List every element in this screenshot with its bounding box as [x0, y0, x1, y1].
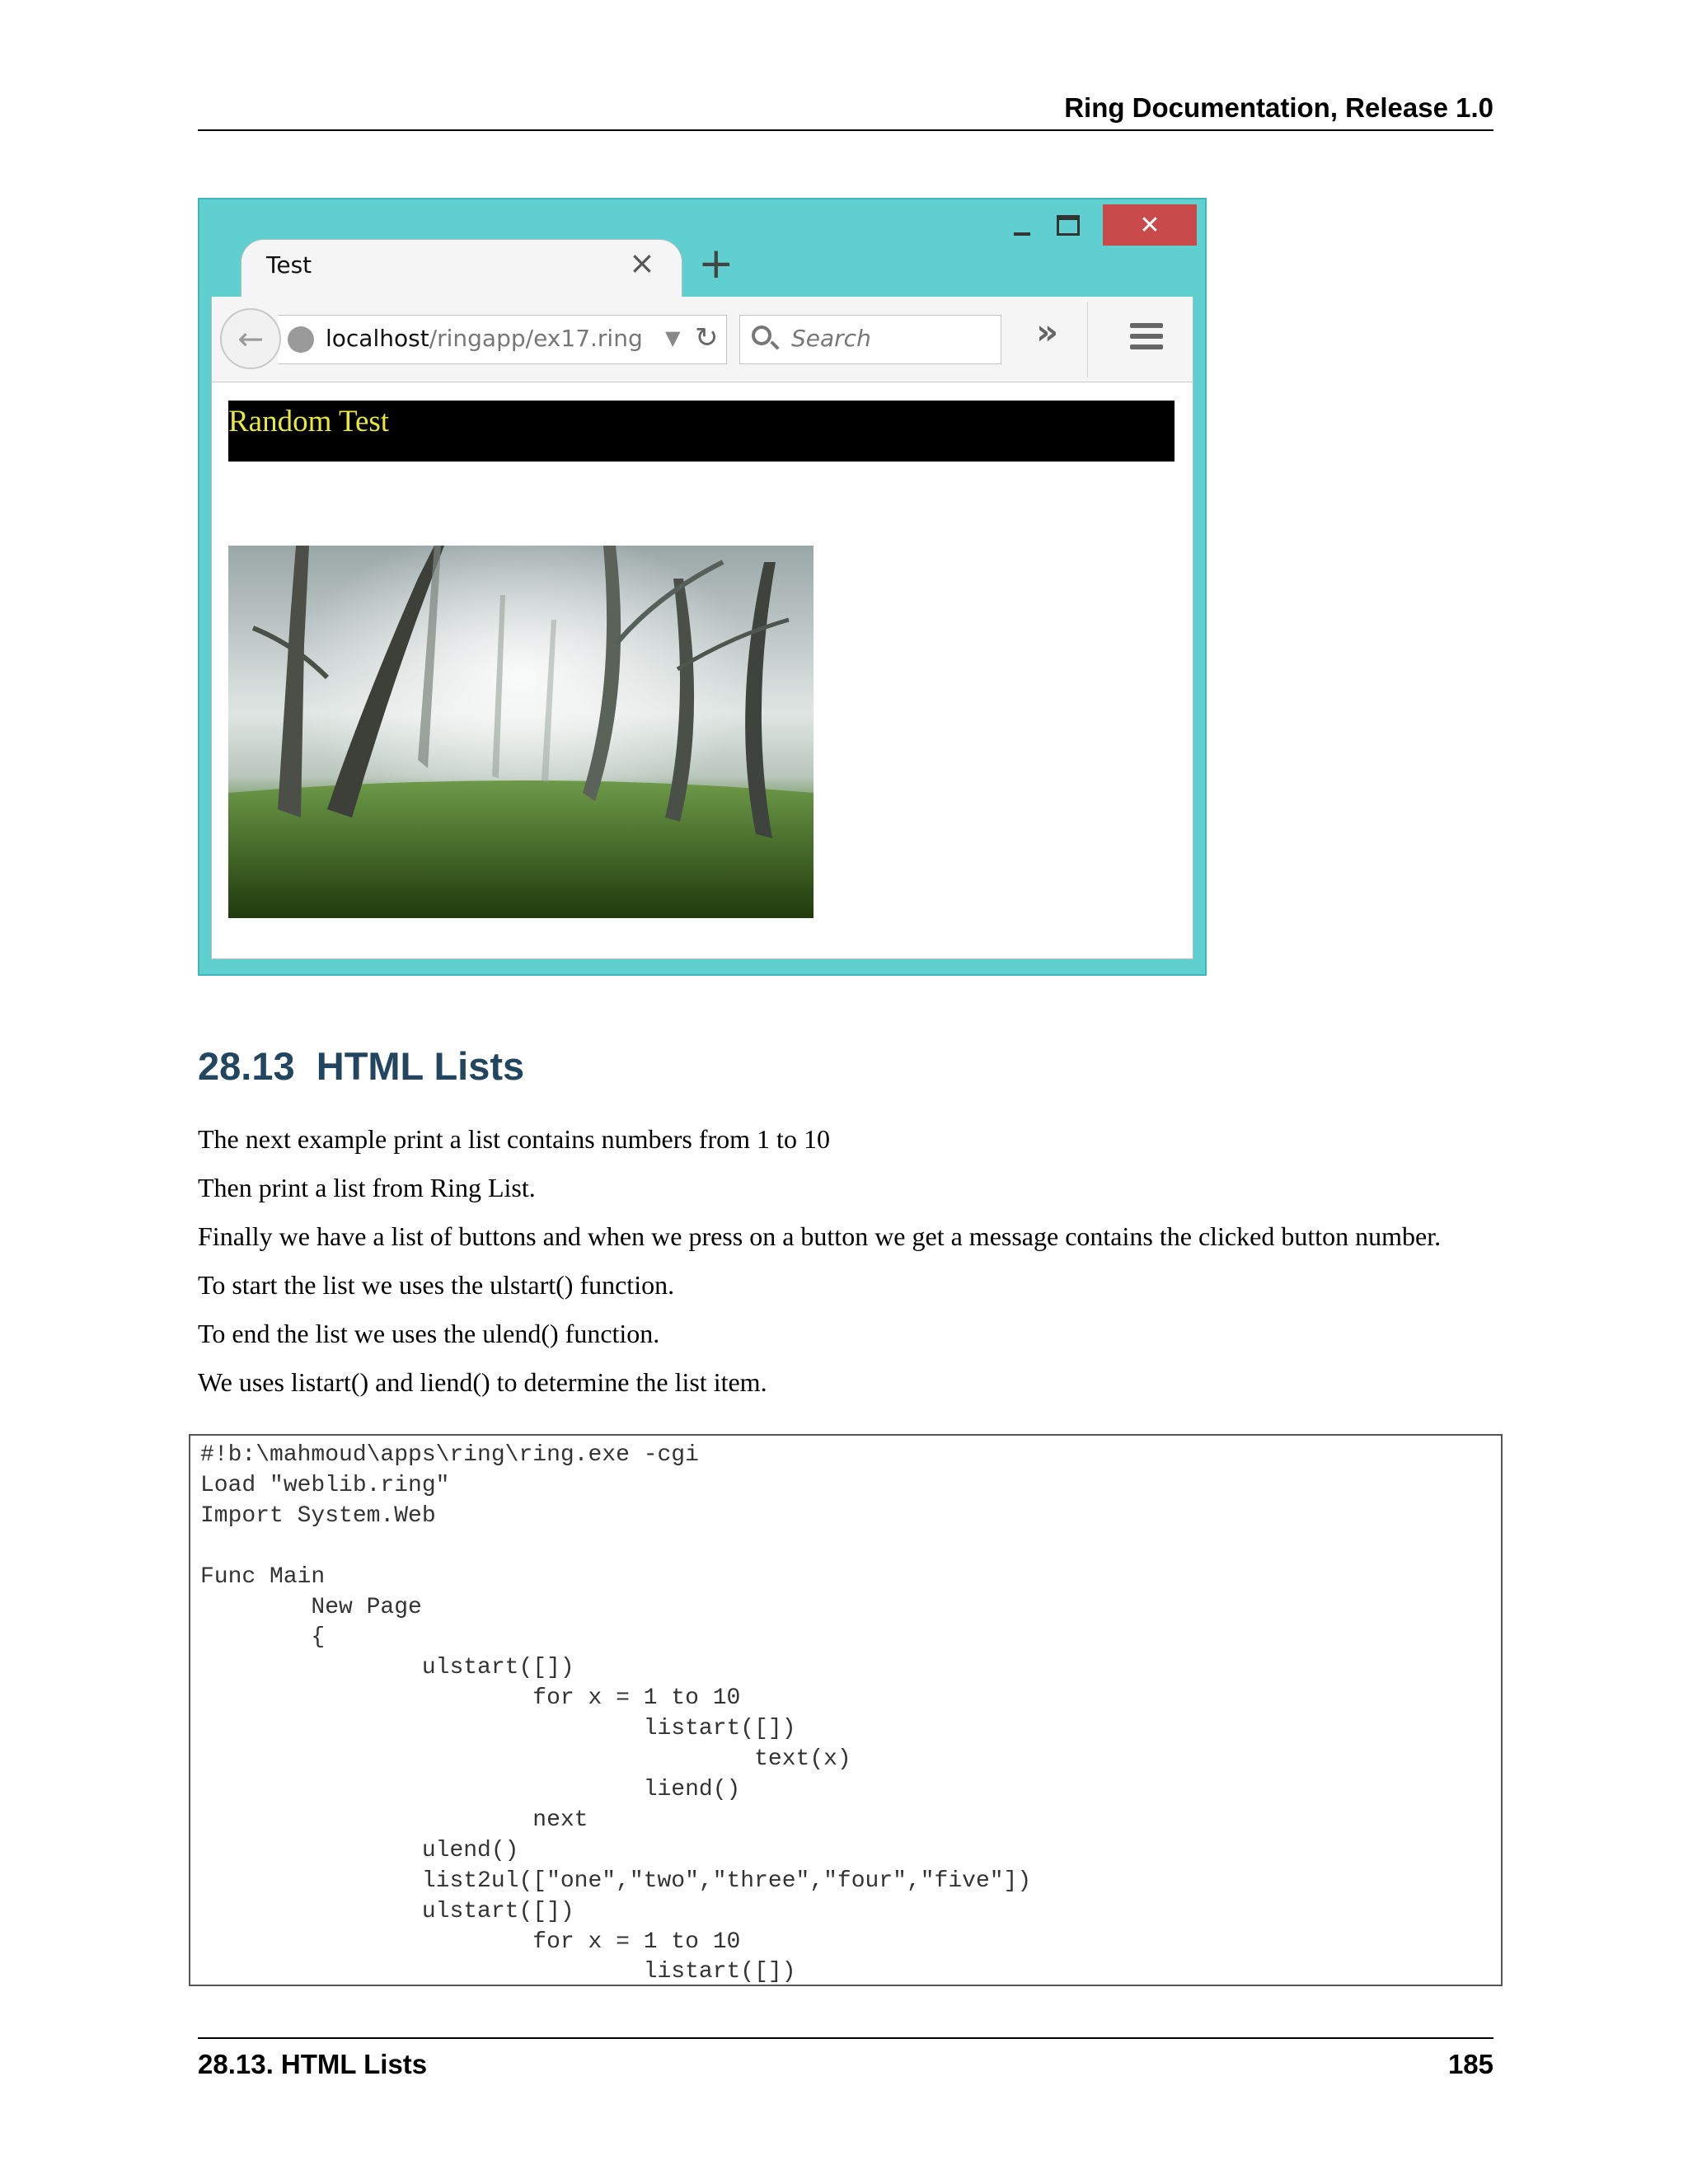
paragraph: To end the list we uses the ulend() function. — [198, 1319, 660, 1348]
back-button[interactable]: ← — [220, 308, 281, 369]
url-path: /ringapp/ex17.ring — [429, 325, 643, 352]
section-title-text: HTML Lists — [316, 1044, 525, 1088]
url-text: localhost/ringapp/ex17.ring — [326, 325, 643, 352]
page-banner — [228, 401, 1175, 462]
forest-photo — [228, 546, 814, 918]
footer-rule — [198, 2037, 1493, 2039]
code-text: #!b:\mahmoud\apps\ring\ring.exe -cgi Load "weblib.ring" Import System.Web Func Main New Page { ulstart([]) for x = 1 to 10 listart([]) text(x) liend() next ulend() list2ul(["one","two","three","four","five"]) ulstart([]) for x = 1 to 10 listart([]) — [200, 1442, 1032, 1985]
browser-tab[interactable] — [241, 239, 682, 300]
paragraph: Finally we have a list of buttons and when we press on a button we get a message contains the clicked button number. — [198, 1221, 1442, 1251]
page-header: Ring Documentation, Release 1.0 — [1064, 92, 1493, 123]
banner-text: Random Test — [228, 405, 390, 438]
search-input[interactable] — [739, 315, 1001, 364]
page-number: 185 — [1447, 2049, 1493, 2079]
browser-content — [211, 382, 1193, 959]
close-window-icon[interactable]: ✕ — [1103, 204, 1197, 246]
tab-close-icon[interactable]: × — [629, 245, 655, 281]
overflow-chevron-icon[interactable]: » — [1036, 312, 1059, 352]
url-bar[interactable] — [278, 315, 727, 364]
browser-screenshot — [198, 198, 1207, 976]
search-placeholder: Search — [791, 325, 871, 352]
paragraph: The next example print a list contains numbers from 1 to 10 — [198, 1124, 830, 1154]
search-icon — [752, 326, 771, 345]
browser-toolbar — [211, 297, 1193, 382]
paragraph: To start the list we uses the ulstart() function. — [198, 1270, 675, 1300]
header-rule — [198, 129, 1493, 131]
toolbar-separator — [1087, 302, 1088, 377]
reload-icon[interactable]: ↻ — [695, 321, 719, 354]
maximize-icon[interactable] — [1045, 204, 1091, 246]
section-heading — [198, 1043, 524, 1089]
globe-icon — [288, 326, 314, 353]
code-block — [189, 1434, 1503, 1986]
minimize-icon[interactable] — [999, 204, 1045, 246]
new-tab-icon[interactable]: + — [698, 239, 734, 288]
paragraph: We uses listart() and liend() to determine the list item. — [198, 1367, 767, 1397]
paragraph: Then print a list from Ring List. — [198, 1173, 536, 1202]
tab-title: Test — [266, 251, 312, 279]
menu-icon[interactable] — [1130, 323, 1163, 353]
section-number: 28.13 — [198, 1044, 295, 1088]
url-dropdown-icon[interactable]: ▼ — [665, 326, 681, 349]
footer-section: 28.13. HTML Lists — [198, 2049, 428, 2079]
